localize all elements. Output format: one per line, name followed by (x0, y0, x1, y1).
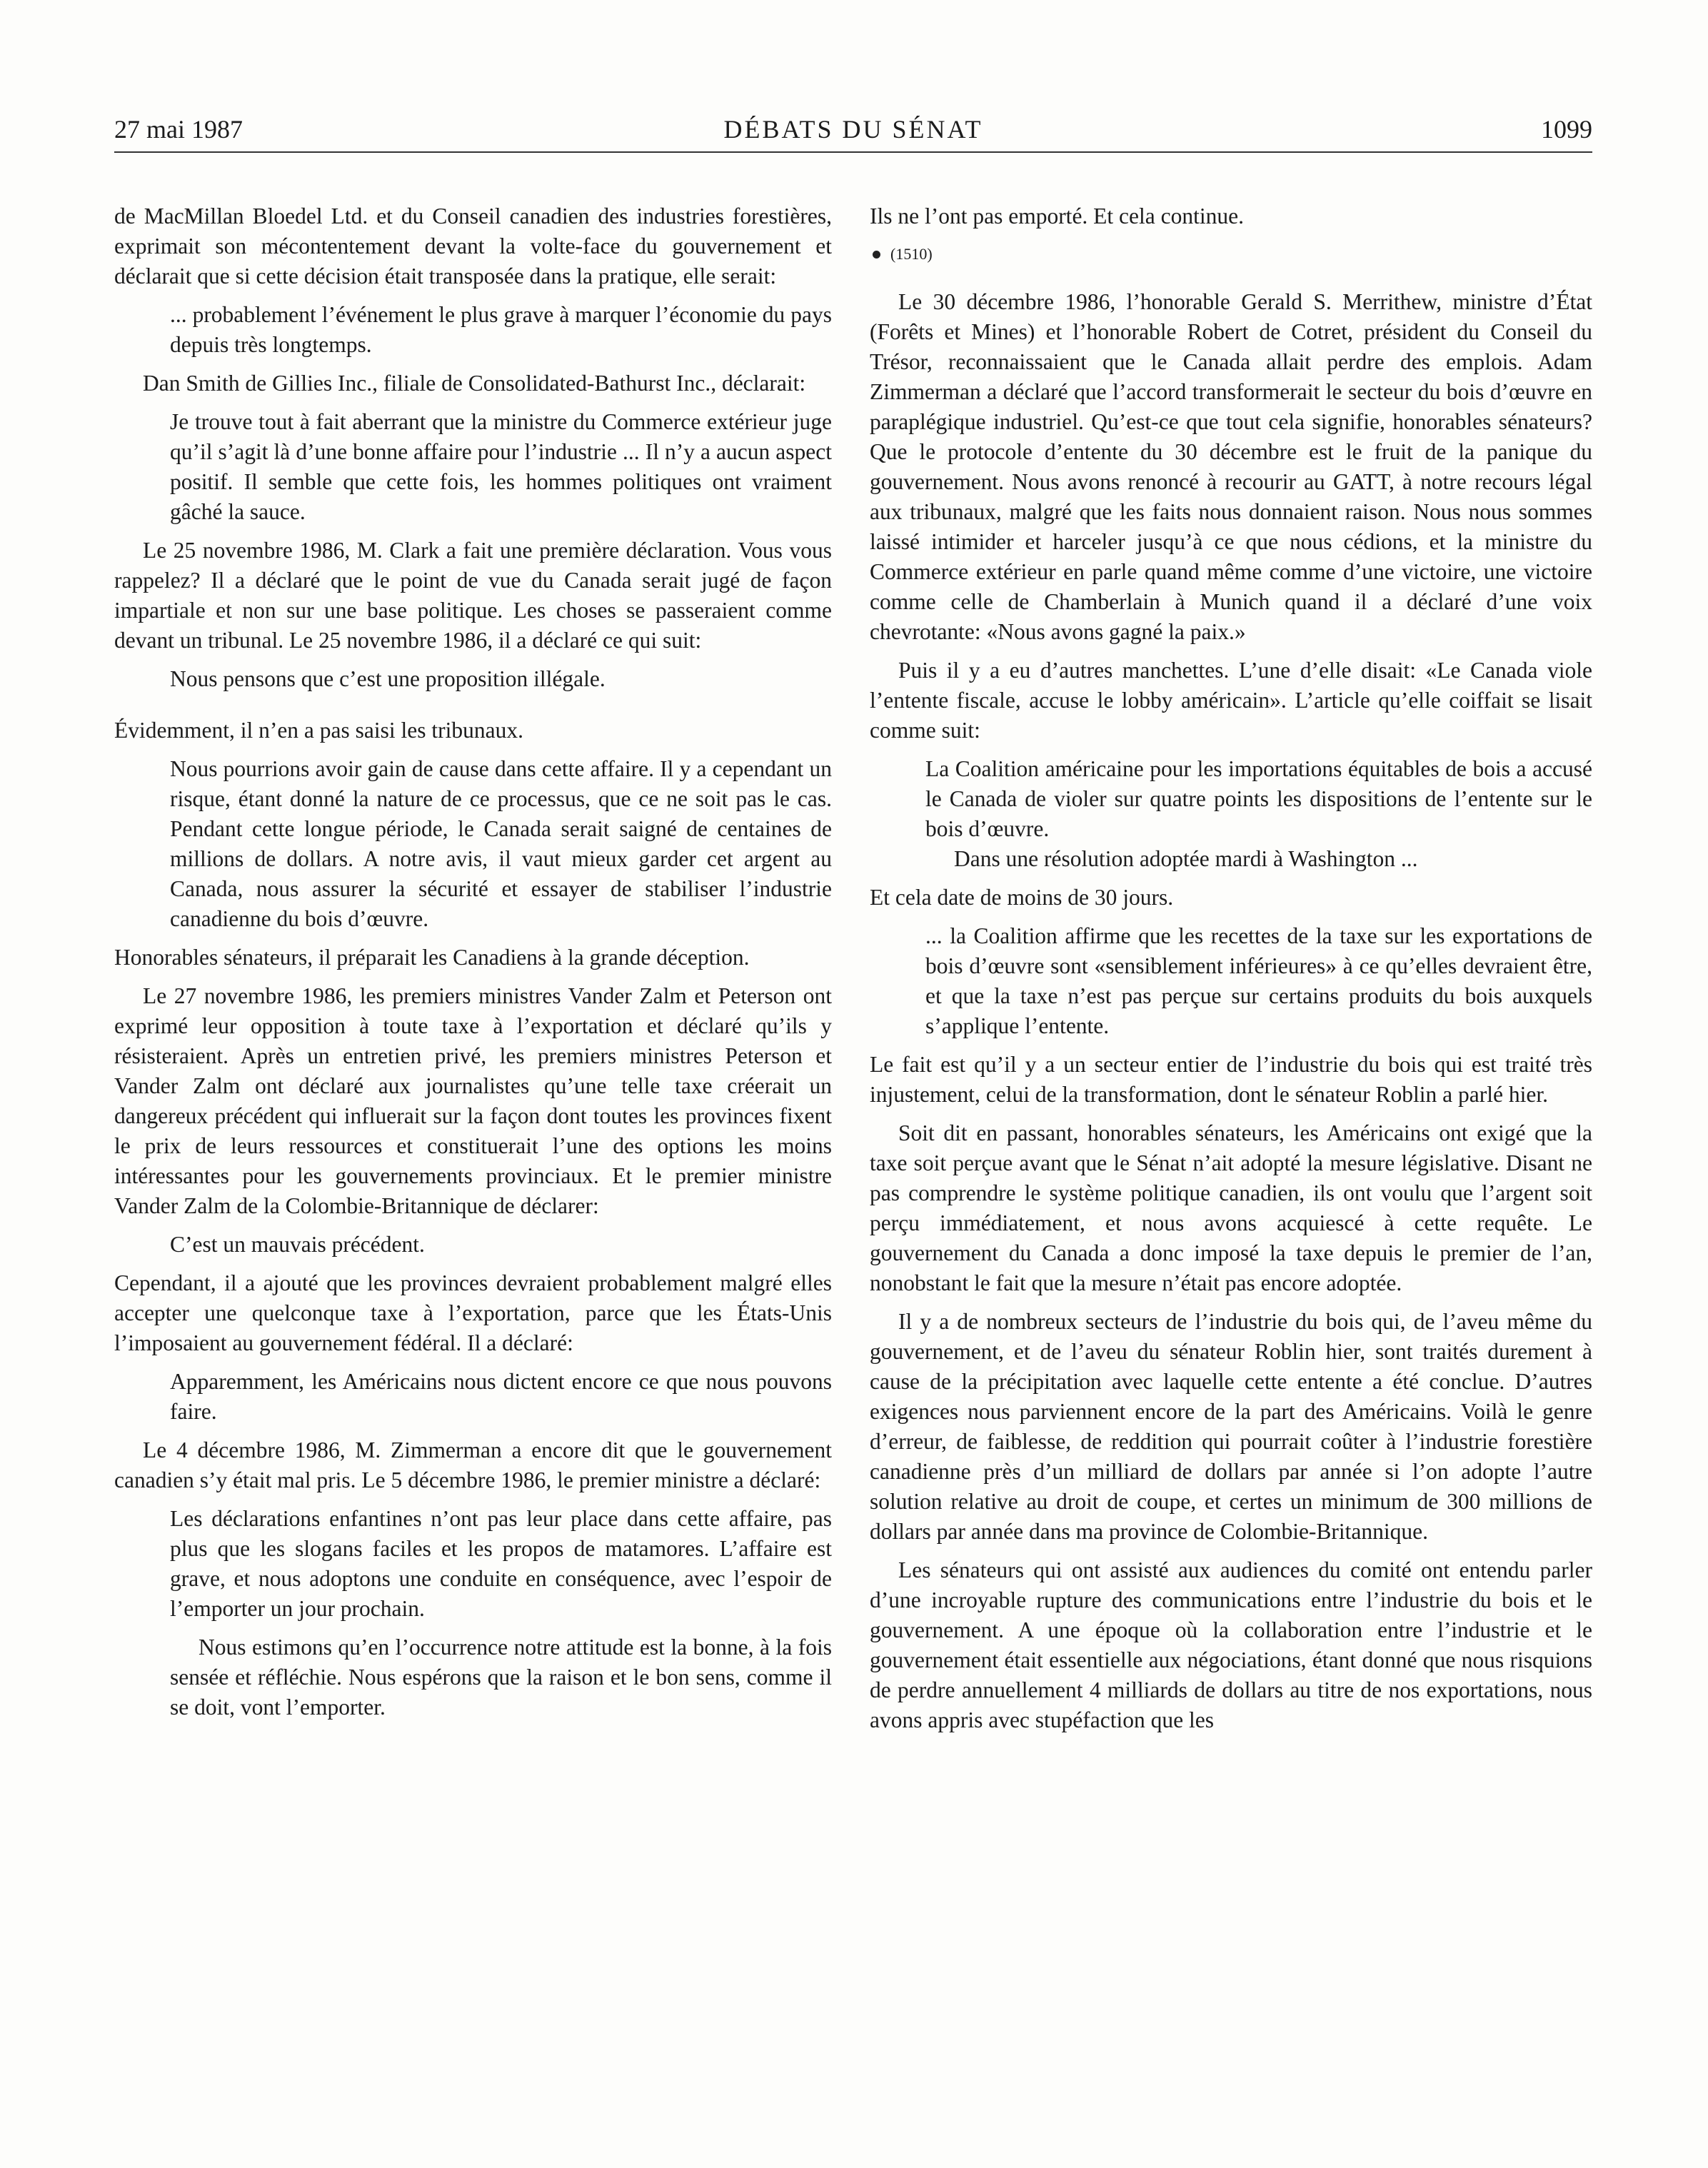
block-quote (114, 664, 832, 694)
quote-text: C’est un mauvais précédent. (170, 1232, 425, 1257)
block-quote (114, 300, 832, 360)
paragraph: Le 30 décembre 1986, l’honorable Gerald S. Merrithew, ministre d’État (Forêts et Mines) et l’honorable Robert de Cotret, président du Conseil du Trésor, reconnaissaient que le Canada allait perdre des emplois. Adam Zimmerman a déclaré que l’accord transformerait le secteur du bois d’œuvre en paraplégique industriel. Qu’est-ce que tout cela signifie, honorables sénateurs? Que le protocole d’entente du 30 décembre est le fruit de la panique du gouvernement. Nous avons renoncé à recourir au GATT, à notre recours légal aux tribunaux, malgré que les faits nous donnaient raison. Nous nous sommes laissé intimider et harceler jusqu’à ce que nous cédions, et la ministre du Commerce extérieur en parle quand même comme d’une victoire, une victoire comme celle de Chamberlain à Munich quand il a déclaré d’une voix chevrotante: «Nous avons gagné la paix.» (870, 289, 1592, 644)
quote-text: Dans une résolution adoptée mardi à Washington ... (954, 846, 1418, 871)
quote-text: ... probablement l’événement le plus grave à marquer l’économie du pays depuis très longtemps. (170, 302, 832, 357)
block-quote (114, 754, 832, 934)
block-quote (870, 921, 1592, 1041)
quote-text: La Coalition américaine pour les importations équitables de bois a accusé le Canada de violer sur quatre points les dispositions de l’entente sur le bois d’œuvre. (925, 756, 1592, 841)
right-column (870, 201, 1592, 1744)
block-quote (114, 407, 832, 527)
quote-text: Apparemment, les Américains nous dictent encore ce que nous pouvons faire. (170, 1369, 832, 1424)
left-column (114, 201, 832, 1731)
paragraph: Honorables sénateurs, il préparait les Canadiens à la grande déception. (114, 945, 750, 970)
quote-text: Nous pourrions avoir gain de cause dans cette affaire. Il y a cependant un risque, étant donné la nature de ce processus, que ce ne soit pas le cas. Pendant cette longue période, le Canada serait saigné de centaines de millions de dollars. A notre avis, il vaut mieux garder cet argent au Canada, nous assurer la sécurité et essayer de stabiliser l’industrie canadienne du bois d’œuvre. (170, 756, 832, 931)
paragraph: Évidemment, il n’en a pas saisi les tribunaux. (114, 718, 523, 743)
paragraph: Le fait est qu’il y a un secteur entier de l’industrie du bois qui est traité très injustement, celui de la transformation, dont le sénateur Roblin a parlé hier. (870, 1052, 1592, 1107)
block-quote (114, 1367, 832, 1427)
paragraph: Cependant, il a ajouté que les provinces devraient probablement malgré elles accepter une quelconque taxe à l’exportation, parce que les États-Unis l’imposaient au gouvernement fédéral. Il a déclaré: (114, 1270, 832, 1355)
bullet-icon (873, 251, 880, 259)
quote-text: ... la Coalition affirme que les recettes de la taxe sur les exportations de bois d’œuvre sont «sensiblement inférieures» à ce qu’elles devraient être, et que la taxe n’est pas perçue sur certains produits du bois auxquels s’applique l’entente. (925, 923, 1592, 1038)
paragraph: Puis il y a eu d’autres manchettes. L’une d’elle disait: «Le Canada viole l’entente fiscale, accuse le lobby américain». L’article qu’elle coiffait se lisait comme suit: (870, 658, 1592, 743)
paragraph: Le 25 novembre 1986, M. Clark a fait une première déclaration. Vous vous rappelez? Il a déclaré que le point de vue du Canada serait jugé de façon impartiale et non sur une base politique. Les choses se passeraient comme devant un tribunal. Le 25 novembre 1986, il a déclaré ce qui suit: (114, 538, 832, 653)
header-date: 27 mai 1987 (114, 115, 243, 144)
quote-text: Les déclarations enfantines n’ont pas leur place dans cette affaire, pas plus que les slogans faciles et les propos de matamores. L’affaire est grave, et nous adoptons une conduite en conséquence, avec l’espoir de l’emporter un jour prochain. (170, 1506, 832, 1621)
header-title: DÉBATS DU SÉNAT (723, 115, 983, 144)
block-quote (114, 1632, 832, 1722)
quote-text: Nous pensons que c’est une proposition illégale. (170, 666, 606, 691)
paragraph: Et cela date de moins de 30 jours. (870, 885, 1174, 910)
time-marker (870, 240, 1592, 269)
paragraph: de MacMillan Bloedel Ltd. et du Conseil canadien des industries forestières, exprimait son mécontentement devant la volte-face du gouvernement et déclarait que si cette décision était transposée dans la pratique, elle serait: (114, 204, 832, 288)
block-quote (114, 1504, 832, 1624)
paragraph: Il y a de nombreux secteurs de l’industrie du bois qui, de l’aveu même du gouvernement, et de l’aveu du sénateur Roblin hier, sont traités durement à cause de la précipitation avec laquelle cette entente a été conclue. D’autres exigences nous parviennent encore de la part des Américains. Voilà le genre d’erreur, de faiblesse, de reddition qui pourrait coûter à l’industrie forestière canadienne près d’un milliard de dollars par année si l’on adopte l’autre solution relative au droit de coupe, et certes un minimum de 300 millions de dollars par année dans ma province de Colombie-Britannique. (870, 1309, 1592, 1544)
paragraph: Le 4 décembre 1986, M. Zimmerman a encore dit que le gouvernement canadien s’y était mal pris. Le 5 décembre 1986, le premier ministre a déclaré: (114, 1437, 832, 1492)
quote-text: Je trouve tout à fait aberrant que la ministre du Commerce extérieur juge qu’il s’agit là d’une bonne affaire pour l’industrie ... Il n’y a aucun aspect positif. Il semble que cette fois, les hommes politiques ont vraiment gâché la sauce. (170, 409, 832, 524)
paragraph: Le 27 novembre 1986, les premiers ministres Vander Zalm et Peterson ont exprimé leur opposition à toute taxe à l’exportation et déclaré qu’ils y résisteraient. Après un entretien privé, les premiers ministres Peterson et Vander Zalm ont déclaré aux journalistes qu’une telle taxe créerait un dangereux précédent qui influerait sur la façon dont toutes les provinces fixent le prix de leurs ressources et constituerait l’une des options les moins intéressantes pour les gouvernements provinciaux. Et le premier ministre Vander Zalm de la Colombie-Britannique de déclarer: (114, 983, 832, 1218)
paragraph: Soit dit en passant, honorables sénateurs, les Américains ont exigé que la taxe soit perçue avant que le Sénat n’ait adopté la mesure législative. Disant ne pas comprendre le système politique canadien, ils ont voulu que l’argent soit perçu immédiatement, et nous avons acquiescé à cette requête. Le gouvernement du Canada a donc imposé la taxe depuis le premier de l’an, nonobstant le fait que la mesure n’était pas encore adoptée. (870, 1120, 1592, 1295)
time-marker-text: (1510) (890, 245, 933, 263)
paragraph: Les sénateurs qui ont assisté aux audiences du comité ont entendu parler d’une incroyable rupture des communications entre l’industrie du bois et le gouvernement. A une époque où la collaboration entre l’industrie et le gouvernement était essentielle aux négociations, étant donné que nous risquions de perdre annuellement 4 milliards de dollars au titre de nos exportations, nous avons appris avec stupéfaction que les (870, 1557, 1592, 1732)
quote-text: Nous estimons qu’en l’occurrence notre attitude est la bonne, à la fois sensée et réfléchie. Nous espérons que la raison et le bon sens, comme il se doit, vont l’emporter. (170, 1635, 832, 1720)
paragraph: Dan Smith de Gillies Inc., filiale de Consolidated-Bathurst Inc., déclarait: (143, 371, 806, 396)
page-number: 1099 (1541, 115, 1592, 144)
block-quote (114, 1230, 832, 1260)
page-header (114, 113, 1592, 153)
paragraph: Ils ne l’ont pas emporté. Et cela continue. (870, 204, 1244, 229)
block-quote (870, 844, 1592, 874)
block-quote (870, 754, 1592, 844)
